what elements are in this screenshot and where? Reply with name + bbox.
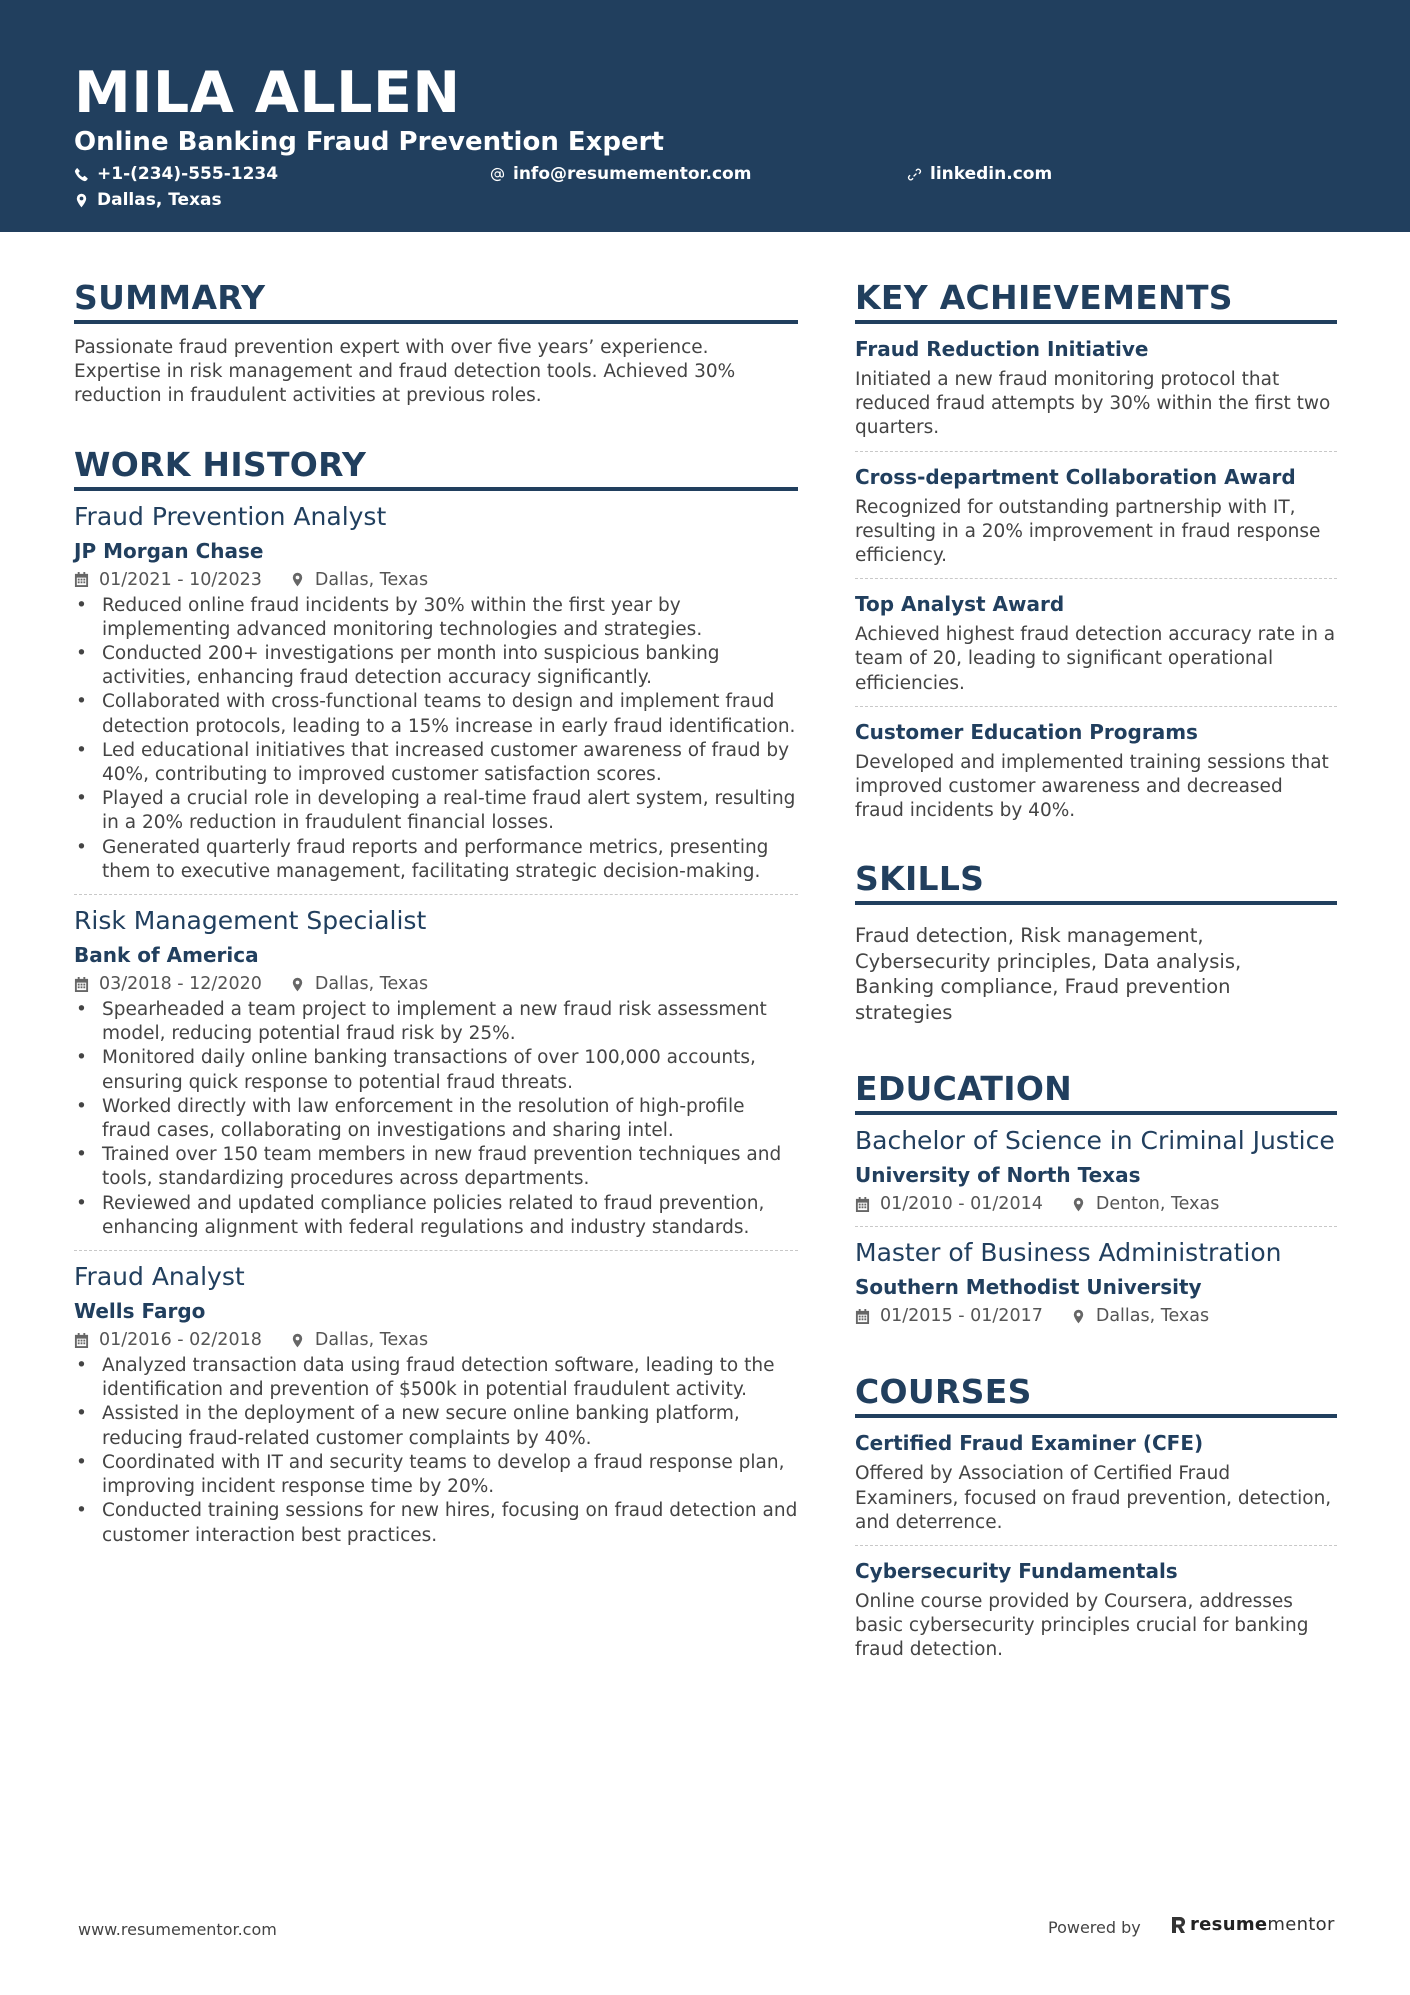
education-item (855, 1125, 1337, 1216)
location-text: Dallas, Texas (97, 190, 222, 210)
job-meta (74, 972, 798, 996)
job-title: Fraud Analyst (74, 1262, 245, 1292)
achievement-text: Initiated a new fraud monitoring protocol that reduced fraud attempts by 30% within the first two quarters. (855, 369, 1331, 439)
job-company: Bank of America (74, 943, 259, 968)
education-meta (855, 1192, 1337, 1216)
courses-heading: COURSES (855, 1372, 1337, 1418)
education-meta (855, 1304, 1337, 1328)
job-bullet: • Analyzed transaction data using fraud detection software, leading to the identification and prevention of $500k in potential fraudulent activity. (74, 1354, 798, 1402)
job-company: JP Morgan Chase (74, 538, 264, 563)
achievement-text: Recognized for outstanding partnership with IT, resulting in a 20% improvement in fraud response efficiency. (855, 496, 1321, 567)
email-text: info@resumementor.com (513, 164, 752, 184)
achievements-heading: KEY ACHIEVEMENTS (855, 278, 1337, 324)
divider (855, 1545, 1337, 1546)
footer-powered-by: Powered by (1048, 1918, 1141, 1937)
job-bullet: • Generated quarterly fraud reports and performance metrics, presenting them to executive management, facilitating strategic decision-making. (74, 836, 798, 884)
candidate-name: MILA ALLEN (74, 60, 461, 126)
job-company: Wells Fargo (74, 1299, 206, 1324)
job-dates: 03/2018 - 12/2020 (99, 974, 262, 995)
summary-text: Passionate fraud prevention expert with over five years’ experience. Expertise in risk management and fraud detection tools. Achieved 30% reduction in fraudulent activities at previous roles. (74, 337, 736, 407)
location-pin-icon (1071, 1197, 1086, 1212)
divider (855, 706, 1337, 707)
calendar-icon (74, 572, 89, 587)
contact-phone[interactable] (74, 163, 278, 185)
job-location: Dallas, Texas (314, 1330, 429, 1351)
education-dates: 01/2015 - 01/2017 (880, 1306, 1043, 1327)
phone-text: +1-(234)-555-1234 (97, 164, 279, 184)
location-pin-icon (1071, 1309, 1086, 1324)
education-degree: Master of Business Administration (855, 1238, 1282, 1268)
course-item (855, 1430, 1337, 1535)
right-column (855, 278, 1337, 1663)
job-location: Dallas, Texas (314, 974, 429, 995)
job-bullets (74, 594, 798, 884)
link-icon (907, 167, 922, 182)
course-title: Cybersecurity Fundamentals (855, 1559, 1178, 1584)
job-bullet: • Reviewed and updated compliance policies related to fraud prevention, enhancing alignment with federal regulations and industry standards. (74, 1192, 798, 1240)
job-meta (74, 568, 798, 592)
job-bullet: • Conducted training sessions for new hires, focusing on fraud detection and customer interaction best practices. (74, 1499, 798, 1547)
calendar-icon (855, 1197, 870, 1212)
phone-icon (74, 167, 89, 182)
contact-location (74, 189, 222, 211)
work-history-heading: WORK HISTORY (74, 445, 798, 491)
divider (74, 1250, 798, 1251)
calendar-icon (74, 977, 89, 992)
skills-text: Fraud detection, Risk management, Cybersecurity principles, Data analysis, Banking compliance, Fraud prevention strategies (855, 924, 1242, 1024)
divider (855, 1226, 1337, 1227)
job-dates: 01/2021 - 10/2023 (99, 569, 262, 590)
course-title: Certified Fraud Examiner (CFE) (855, 1431, 1204, 1456)
education-location: Denton, Texas (1095, 1194, 1220, 1215)
job-bullet: • Coordinated with IT and security teams to develop a fraud response plan, improving incident response time by 20%. (74, 1451, 798, 1499)
location-pin-icon (290, 977, 305, 992)
education-heading: EDUCATION (855, 1069, 1337, 1115)
at-icon (490, 167, 505, 182)
job-bullet: • Spearheaded a team project to implement a new fraud risk assessment model, reducing potential fraud risk by 25%. (74, 998, 798, 1046)
divider (855, 578, 1337, 579)
job-bullet: • Reduced online fraud incidents by 30% within the first year by implementing advanced monitoring technologies and strategies. (74, 594, 798, 642)
achievement-title: Top Analyst Award (855, 592, 1065, 617)
job-bullet: • Assisted in the deployment of a new secure online banking platform, reducing fraud-related customer complaints by 40%. (74, 1402, 798, 1450)
education-dates: 01/2010 - 01/2014 (880, 1194, 1043, 1215)
job-meta (74, 1328, 798, 1352)
job-bullet: • Conducted 200+ investigations per month into suspicious banking activities, enhancing fraud detection accuracy significantly. (74, 642, 798, 690)
achievement-title: Cross-department Collaboration Award (855, 464, 1296, 489)
divider (855, 451, 1337, 452)
linkedin-text: linkedin.com (930, 164, 1053, 184)
calendar-icon (855, 1309, 870, 1324)
calendar-icon (74, 1333, 89, 1348)
resume-header (0, 0, 1410, 232)
location-pin-icon (290, 572, 305, 587)
contact-linkedin[interactable] (907, 163, 1052, 185)
education-school: University of North Texas (855, 1163, 1141, 1188)
course-item (855, 1558, 1337, 1663)
job-dates: 01/2016 - 02/2018 (99, 1330, 262, 1351)
course-text: Offered by Association of Certified Fraud Examiners, focused on fraud prevention, detection, and deterrence. (855, 1463, 1332, 1533)
job-bullet: • Led educational initiatives that increased customer awareness of fraud by 40%, contributing to improved customer satisfaction scores. (74, 739, 798, 787)
education-location: Dallas, Texas (1095, 1306, 1210, 1327)
job-bullet: • Played a crucial role in developing a real-time fraud alert system, resulting in a 20% reduction in fraudulent financial losses. (74, 787, 798, 835)
job-entry (74, 501, 798, 884)
job-bullet: • Worked directly with law enforcement in the resolution of high-profile fraud cases, collaborating on investigations and sharing intel. (74, 1095, 798, 1143)
skills-heading: SKILLS (855, 859, 1337, 905)
education-school: Southern Methodist University (855, 1275, 1202, 1300)
job-bullet: • Collaborated with cross-functional teams to design and implement fraud detection protocols, leading to a 15% increase in early fraud identification. (74, 690, 798, 738)
footer-brand-logo[interactable] (1170, 1914, 1335, 1935)
job-bullet: • Monitored daily online banking transactions of over 100,000 accounts, ensuring quick response to potential fraud threats. (74, 1046, 798, 1094)
course-text: Online course provided by Coursera, addresses basic cybersecurity principles crucial for banking fraud detection. (855, 1591, 1309, 1661)
footer-website-link[interactable]: www.resumementor.com (78, 1920, 277, 1939)
achievement-item (855, 336, 1337, 441)
job-title: Risk Management Specialist (74, 906, 427, 936)
job-entry (74, 905, 798, 1240)
job-title: Fraud Prevention Analyst (74, 501, 387, 531)
achievement-item (855, 591, 1337, 696)
brand-rest-text: mentor (1267, 1914, 1335, 1935)
divider (74, 894, 798, 895)
left-column (74, 278, 798, 1548)
achievement-text: Developed and implemented training sessions that improved customer awareness and decreased fraud incidents by 40%. (855, 751, 1329, 822)
achievement-title: Fraud Reduction Initiative (855, 337, 1149, 361)
summary-heading: SUMMARY (74, 278, 798, 324)
job-bullets (74, 1354, 798, 1548)
brand-bold-text: resume (1190, 1914, 1268, 1935)
achievement-text: Achieved highest fraud detection accuracy rate in a team of 20, leading to significant operational efficiencies. (855, 624, 1336, 694)
achievement-title: Customer Education Programs (855, 719, 1198, 744)
location-pin-icon (74, 193, 89, 208)
job-entry (74, 1261, 798, 1548)
location-pin-icon (290, 1333, 305, 1348)
candidate-title: Online Banking Fraud Prevention Expert (74, 127, 664, 157)
contact-email[interactable] (490, 163, 751, 185)
job-bullets (74, 998, 798, 1240)
job-location: Dallas, Texas (314, 569, 429, 590)
job-bullet: • Trained over 150 team members in new fraud prevention techniques and tools, standardizing procedures across departments. (74, 1143, 798, 1191)
achievement-item (855, 464, 1337, 569)
achievement-item (855, 719, 1337, 824)
education-degree: Bachelor of Science in Criminal Justice (855, 1126, 1335, 1156)
resumementor-logo-icon (1170, 1915, 1186, 1935)
education-item (855, 1237, 1337, 1328)
